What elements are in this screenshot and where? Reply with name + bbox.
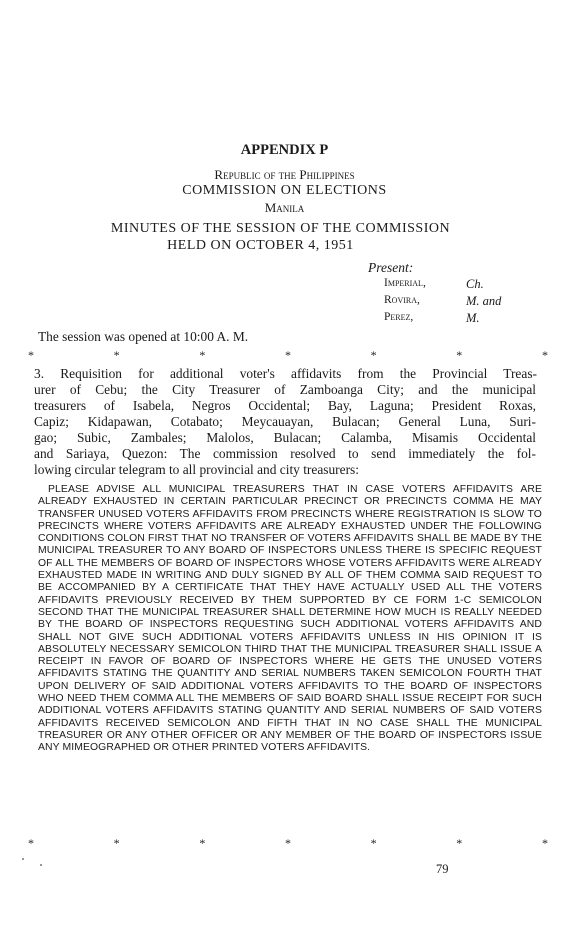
scan-speck bbox=[40, 864, 42, 866]
resolution-line: gao; Subic, Zambales; Malolos, Bulacan; Calamba, Misamis Occidental bbox=[34, 430, 536, 445]
telegram-paragraph: PLEASE ADVISE ALL MUNICIPAL TREASURERS THAT IN CASE VOTERS AFFIDAVITS ARE ALREADY EXHAUSTED IN CERTAIN PARTICULAR PRECINCT OR PRECINCTS COMMA HE MAY TRANSFER UNUSED VOTERS AFFIDAVITS FROM PRECINCTS WHERE REGISTRATION IS SLOW TO PRECINCTS WHERE VOTERS AFFIDAVITS ARE ALREADY EXHAUSTED UNDER THE FOLLOWING CONDITIONS COLON FIRST THAT NO TRANSFER OF VOTERS AFFIDAVITS SHALL BE MADE BY THE MUNICIPAL TREASURER TO ANY BOARD OF INSPECTORS UNLESS THERE IS SPECIFIC REQUEST OF ALL THE MEMBERS OF BOARD OF INSPECTORS WHOSE VOTERS AFFIDAVITS WERE ALREADY EXHAUSTED MADE IN WRITING AND DULY SIGNED BY ALL OF THEM COMMA SAID REQUEST TO BE ACCOMPANIED BY A CERTIFICATE THAT THEY HAVE ACTUALLY USED ALL THE VOTERS AFFIDAVITS PREVIOUSLY RECEIVED BY THEM SUPPORTED BY CE FORM 1-C SEMICOLON SECOND THAT THE MUNICIPAL TREASURER SHALL DETERMINE HOW MUCH IS REALLY NEEDED BY THE BOARD OF INSPECTORS REQUESTING SUCH ADDITIONAL VOTERS AFFIDAVITS AND SHALL NOT GIVE SUCH ADDITIONAL VOTERS AFFIDAVITS UNLESS IN HIS OPINION IT IS ABSOLUTELY NECESSARY SEMICOLON THIRD THAT THE MUNICIPAL TREASURER SHALL ISSUE A RECEIPT IN FAVOR OF BOARD OF INSPECTORS WHERE HE GETS THE UNUSED VOTERS AFFIDAVITS STATING THE QUANTITY AND SERIAL NUMBERS TAKEN SEMICOLON FOURTH THAT UPON DELIVERY OF SAID ADDITIONAL VOTERS AFFIDAVITS TO THE BOARD OF INSPECTORS WHO NEED THEM COMMA ALL THE MEMBERS OF SAID BOARD SHALL ISSUE RECEIPT FOR SUCH ADDITIONAL VOTERS AFFIDAVITS STATING QUANTITY AND SERIAL NUMBERS OF SAID VOTERS AFFIDAVITS RECEIVED SEMICOLON AND FIFTH THAT IN NO CASE SHALL THE MUNICIPAL TREASURER OR ANY OTHER OFFICER OR ANY MEMBER OF THE BOARD OF INSPECTORS ISSUE ANY MIMEOGRAPHED OR OTHER PRINTED VOTERS AFFIDAVITS. bbox=[38, 484, 542, 754]
separator-star: * bbox=[541, 836, 548, 850]
appendix-title: APPENDIX P bbox=[240, 142, 329, 158]
separator-star: * bbox=[113, 348, 120, 362]
separator-star: * bbox=[370, 348, 377, 362]
member-name: Rovira, bbox=[384, 294, 420, 306]
republic-line: Republic of the Philippines bbox=[214, 167, 355, 182]
resolution-line: lowing circular telegram to all provincial and city treasurers: bbox=[34, 462, 359, 477]
commission-line: COMMISSION ON ELECTIONS bbox=[182, 183, 387, 198]
page-number: 79 bbox=[436, 862, 449, 876]
member-name: Perez, bbox=[384, 311, 414, 323]
member-role: Ch. bbox=[466, 277, 484, 291]
member-name: Imperial, bbox=[384, 277, 426, 289]
separator-row bbox=[28, 836, 548, 851]
separator-star: * bbox=[113, 836, 120, 850]
separator-star: * bbox=[28, 348, 34, 362]
separator-star: * bbox=[284, 348, 291, 362]
member-role: M. and bbox=[466, 294, 502, 308]
member-role: M. bbox=[466, 311, 480, 325]
circular-telegram-text bbox=[38, 484, 542, 755]
separator-star: * bbox=[541, 348, 548, 362]
resolution-line: 3. Requisition for additional voter's affidavits from the Provincial Treas- bbox=[34, 366, 537, 381]
separator-star: * bbox=[456, 836, 463, 850]
resolution-line: urer of Cebu; the City Treasurer of Zamboanga City; and the municipal bbox=[34, 382, 536, 397]
minutes-heading-line1: MINUTES OF THE SESSION OF THE COMMISSION bbox=[110, 221, 451, 236]
separator-row bbox=[28, 348, 548, 363]
scan-speck bbox=[22, 858, 24, 860]
resolution-line: and Sariaya, Quezon: The commission resolved to send immediately the fol- bbox=[34, 446, 536, 461]
separator-star: * bbox=[284, 836, 291, 850]
session-opened-line: The session was opened at 10:00 A. M. bbox=[38, 329, 249, 344]
city-line: Manila bbox=[264, 200, 305, 215]
present-label: Present: bbox=[368, 260, 414, 275]
separator-star: * bbox=[456, 348, 463, 362]
resolution-line: treasurers of Isabela, Negros Occidental; Bay, Laguna; President Roxas, bbox=[34, 398, 536, 413]
separator-star: * bbox=[199, 348, 206, 362]
separator-star: * bbox=[28, 836, 34, 850]
separator-star: * bbox=[370, 836, 377, 850]
minutes-heading-line2: HELD ON OCTOBER 4, 1951 bbox=[167, 238, 354, 253]
separator-star: * bbox=[199, 836, 206, 850]
resolution-line: Capiz; Kidapawan, Cotabato; Meycauayan, Bulacan; General Luna, Suri- bbox=[34, 414, 536, 429]
